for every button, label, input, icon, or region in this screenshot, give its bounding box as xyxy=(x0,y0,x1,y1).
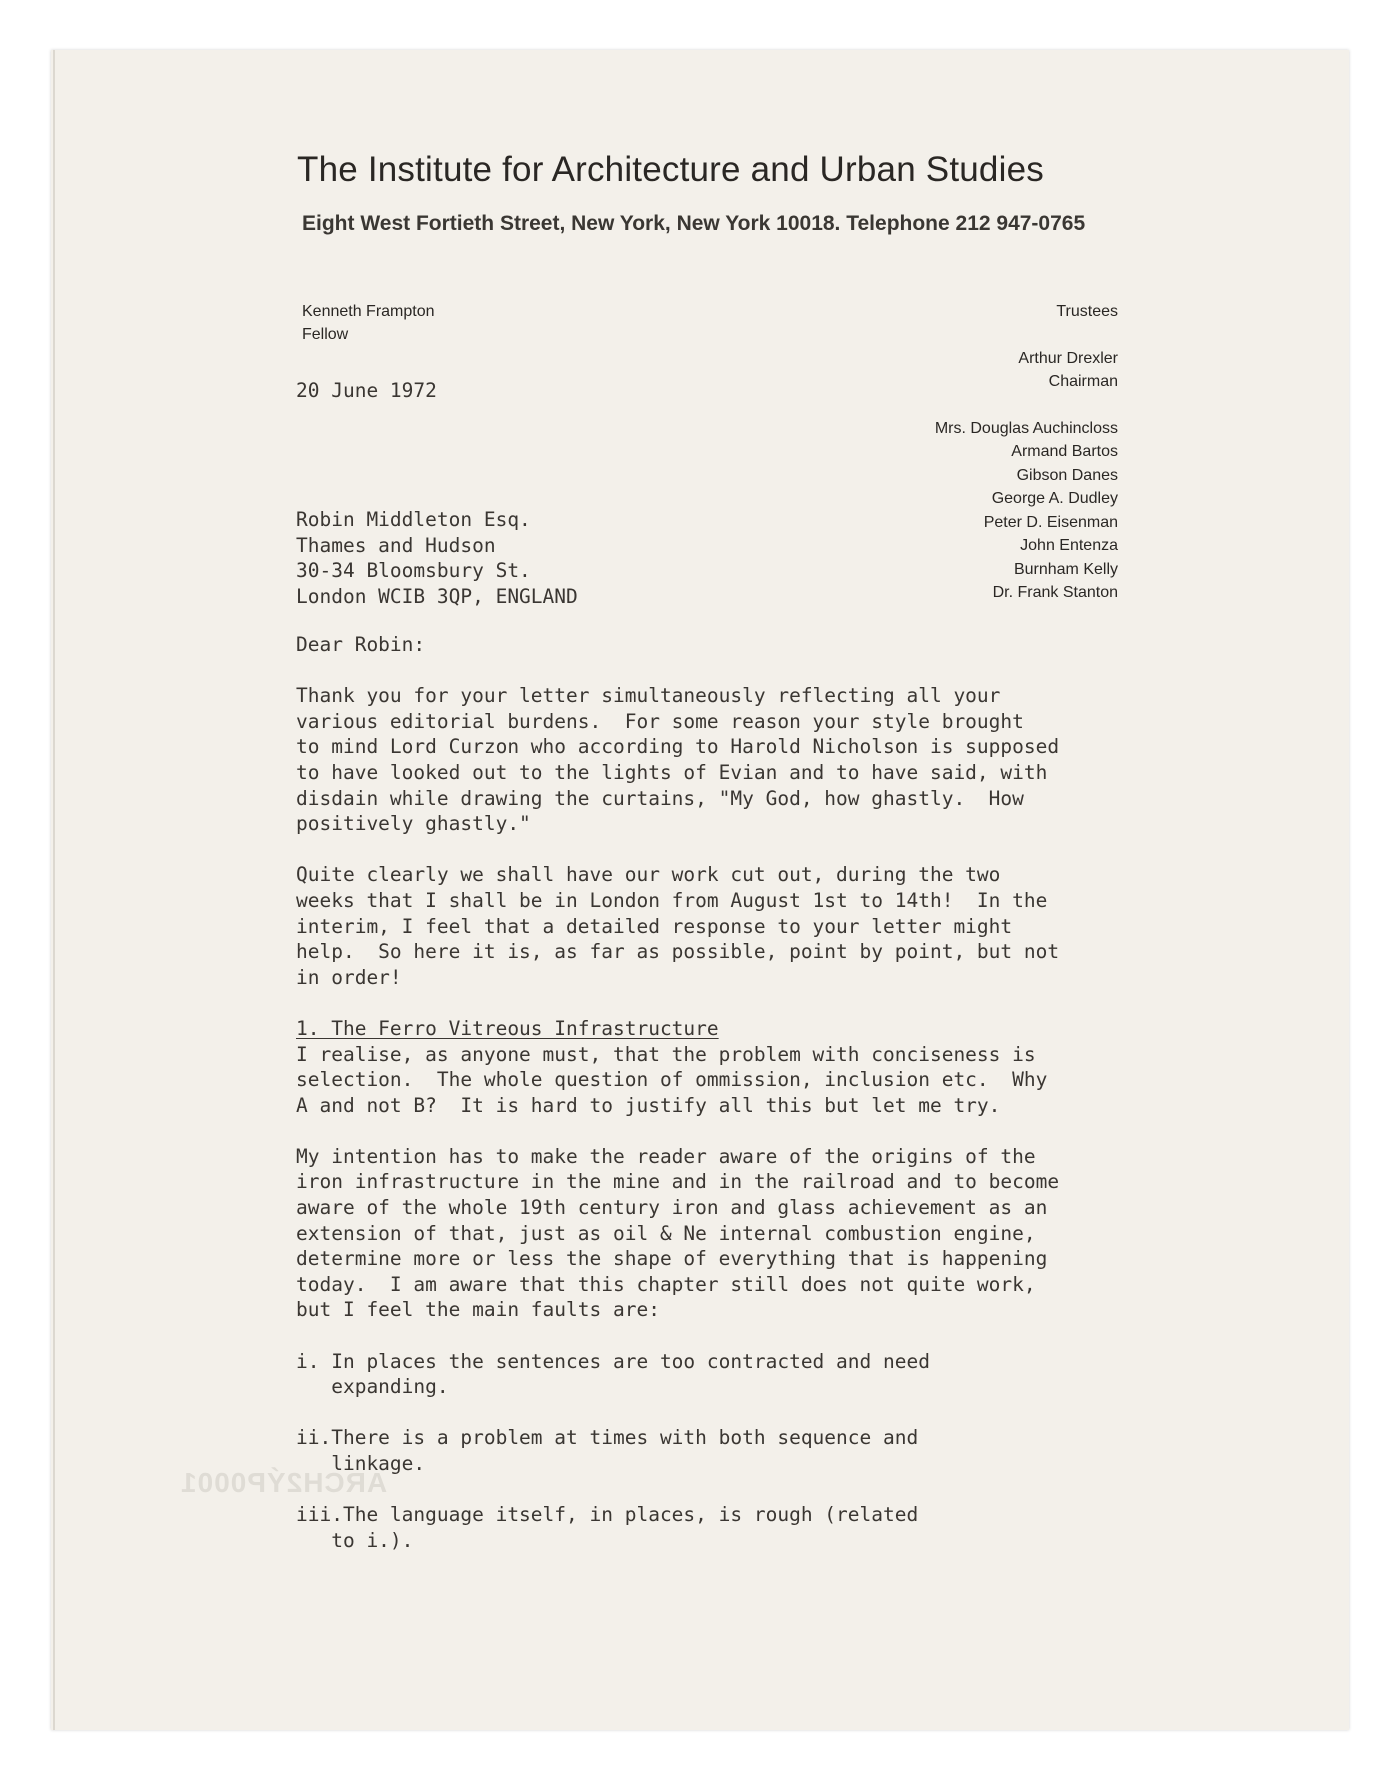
page-edge xyxy=(53,50,55,1730)
trustee-member: Gibson Danes xyxy=(1016,466,1118,484)
recipient-line: London WCIB 3QP, ENGLAND xyxy=(296,584,578,608)
body-line: help. So here it is, as far as possible, point by point, but not xyxy=(296,940,1060,964)
body-line: interim, I feel that a detailed response to your letter might xyxy=(296,914,1013,938)
trustee-member: Burnham Kelly xyxy=(1013,560,1118,578)
letterhead-address: Eight West Fortieth Street, New York, New York 10018. Telephone 212 947-0765 xyxy=(302,212,1086,235)
recipient-line: Thames and Hudson xyxy=(296,533,496,557)
body-line: I realise, as anyone must, that the problem with conciseness is xyxy=(296,1042,1036,1066)
trustee-member: John Entenza xyxy=(1020,537,1118,554)
trustee-member: Mrs. Douglas Auchincloss xyxy=(934,419,1118,437)
list-item-line: ii.There is a problem at times with both sequence and xyxy=(296,1426,919,1450)
trustee-member: George A. Dudley xyxy=(991,490,1118,507)
body-line: to have looked out to the lights of Evian and to have said, with xyxy=(296,760,1048,784)
list-item-line: expanding. xyxy=(296,1375,449,1399)
body-line: today. I am aware that this chapter still does not quite work, xyxy=(296,1272,1036,1296)
trustee-member: Dr. Frank Stanton xyxy=(992,584,1118,601)
body-line: Quite clearly we shall have our work cut out, during the two xyxy=(296,863,1001,887)
trustee-member: Armand Bartos xyxy=(1011,443,1118,460)
body-line: disdain while drawing the curtains, "My God, how ghastly. How xyxy=(296,786,1024,810)
body-line: iron infrastructure in the mine and in the railroad and to become xyxy=(296,1170,1060,1194)
trustee-member: Peter D. Eisenman xyxy=(983,513,1118,531)
list-item-line: iii.The language itself, in places, is rough (related xyxy=(296,1503,919,1527)
list-item-line: i. In places the sentences are too contracted and need xyxy=(296,1349,930,1373)
trustees-block xyxy=(935,300,1118,605)
section-heading: 1. The Ferro Vitreous Infrastructure xyxy=(296,1016,719,1040)
trustee-chairman-title: Chairman xyxy=(1048,373,1118,390)
body-line: Thank you for your letter simultaneously reflecting all your xyxy=(296,684,1001,708)
recipient-line: 30-34 Bloomsbury St. xyxy=(296,559,531,583)
salutation: Dear Robin: xyxy=(296,633,426,656)
body-line: positively ghastly." xyxy=(296,812,531,836)
letterhead-name: The Institute for Architecture and Urban Studies xyxy=(297,150,1044,189)
list-item-line: linkage. xyxy=(296,1452,426,1475)
body-line: but I feel the main faults are: xyxy=(296,1298,660,1322)
body-line: selection. The whole question of ommission, inclusion etc. Why xyxy=(296,1068,1048,1092)
archive-stamp: ARCH2ÝP0001 xyxy=(180,1467,388,1498)
body-line: My intention has to make the reader aware of the origins of the xyxy=(296,1144,1036,1168)
sender-title: Fellow xyxy=(302,326,349,343)
body-line: determine more or less the shape of everything that is happening xyxy=(296,1247,1048,1271)
body-line: various editorial burdens. For some reason your style brought xyxy=(296,709,1024,733)
body-line: aware of the whole 19th century iron and glass achievement as an xyxy=(296,1196,1048,1220)
body-line: in order! xyxy=(296,965,402,989)
letter-body xyxy=(296,632,1156,1553)
body-line: extension of that, just as oil & Ne internal combustion engine, xyxy=(296,1221,1036,1245)
body-line: weeks that I shall be in London from August 1st to 14th! In the xyxy=(296,888,1048,912)
sender-block xyxy=(302,300,435,346)
trustee-chairman-name: Arthur Drexler xyxy=(1018,349,1118,367)
recipient-line: Robin Middleton Esq. xyxy=(296,508,531,531)
recipient-address xyxy=(296,507,578,609)
body-line: to mind Lord Curzon who according to Harold Nicholson is supposed xyxy=(296,735,1060,759)
sender-name: Kenneth Frampton xyxy=(302,303,435,320)
trustees-heading: Trustees xyxy=(1056,303,1118,320)
body-line: A and not B? It is hard to justify all this but let me try. xyxy=(296,1093,1001,1117)
list-item-line: to i.). xyxy=(296,1528,414,1552)
letter-date: 20 June 1972 xyxy=(296,379,437,402)
